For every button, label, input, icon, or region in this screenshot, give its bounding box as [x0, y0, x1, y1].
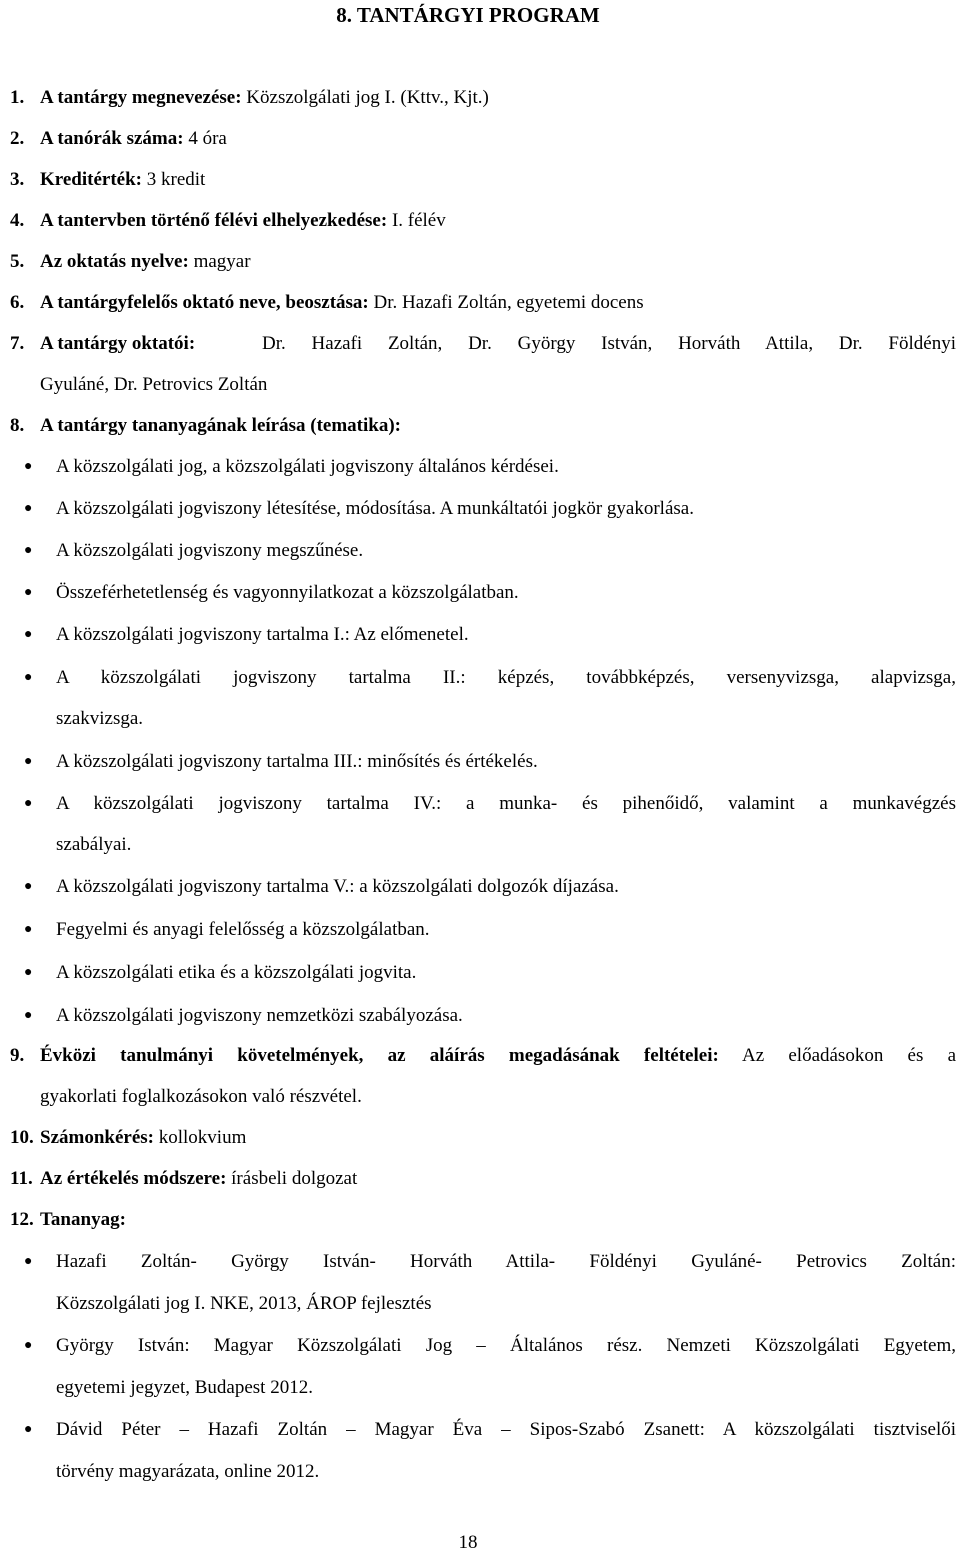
item-value-line2: gyakorlati foglalkozásokon való részvétel. — [40, 1086, 362, 1107]
item-value-line1: Az előadásokon és a — [741, 1045, 957, 1066]
bullet-icon: ● — [24, 627, 33, 642]
item-value: magyar — [188, 251, 251, 272]
item-label: Évközi tanulmányi követelmények, az aláírás megadásának feltételei: — [40, 1045, 719, 1066]
item-label: Az oktatás nyelve: — [40, 251, 189, 272]
bullet-icon: ● — [24, 1008, 33, 1023]
bullet-icon: ● — [24, 501, 33, 516]
page-title: 8. TANTÁRGYI PROGRAM — [336, 3, 600, 27]
bullet-icon: ● — [24, 1338, 33, 1353]
bullet-icon: ● — [24, 754, 33, 769]
bullet-icon: ● — [24, 1254, 33, 1269]
item-value: kollokvium — [153, 1127, 247, 1148]
bullet-icon: ● — [24, 965, 33, 980]
bullet-icon: ● — [24, 796, 33, 811]
bullet-icon: ● — [24, 585, 33, 600]
bullet-icon: ● — [24, 879, 33, 894]
item-label: A tanórák száma: — [40, 128, 184, 149]
item-value-line1: Dr. Hazafi Zoltán, Dr. György István, Horváth Attila, Dr. Földényi — [262, 333, 956, 354]
bullet-icon: ● — [24, 543, 33, 558]
bullet-icon: ● — [24, 1422, 33, 1437]
item-label: Tananyag: — [40, 1209, 126, 1230]
item-label: Kreditérték: — [40, 169, 142, 190]
item-label: Az értékelés módszere: — [40, 1168, 227, 1189]
item-label: A tantárgy oktatói: — [40, 333, 196, 354]
item-label: A tantárgy megnevezése: — [40, 87, 242, 108]
bullet-icon: ● — [24, 670, 33, 685]
item-label: A tantárgy tananyagának leírása (tematika): — [40, 415, 401, 436]
item-value: Dr. Hazafi Zoltán, egyetemi docens — [368, 292, 644, 313]
item-label: A tantárgyfelelős oktató neve, beosztása: — [40, 292, 369, 313]
bullet-icon: ● — [24, 459, 33, 474]
item-value: írásbeli dolgozat — [226, 1168, 358, 1189]
item-value: 4 óra — [183, 128, 227, 149]
bullet-icon: ● — [24, 922, 33, 937]
page-number: 18 — [458, 1532, 478, 1553]
item-label: A tantervben történő félévi elhelyezkedése: — [40, 210, 388, 231]
item-value: 3 kredit — [142, 169, 206, 190]
item-label: Számonkérés: — [40, 1127, 154, 1148]
item-value: I. félév — [387, 210, 446, 231]
item-value-line2: Gyuláné, Dr. Petrovics Zoltán — [40, 374, 268, 395]
item-value: Közszolgálati jog I. (Kttv., Kjt.) — [241, 87, 489, 108]
